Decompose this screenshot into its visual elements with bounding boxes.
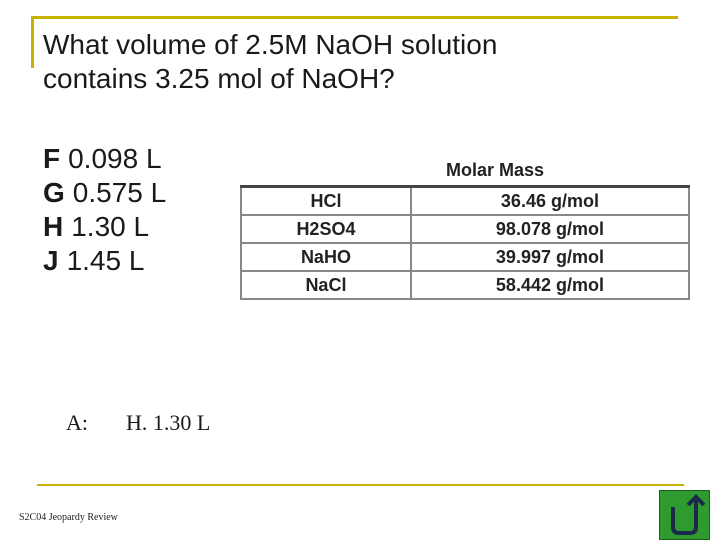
- molar-mass-table: [240, 185, 690, 300]
- molar-mass-title: Molar Mass: [445, 160, 545, 180]
- question-line-1: What volume of 2.5M NaOH solution: [43, 29, 498, 60]
- question-line-2: contains 3.25 mol of NaOH?: [43, 62, 395, 94]
- answer-line: [66, 410, 210, 436]
- option-letter: J: [43, 245, 59, 277]
- answer-text: H. 1.30 L: [126, 410, 211, 435]
- table-row: [241, 271, 689, 299]
- table-row: [241, 243, 689, 271]
- compound-cell: NaCl: [241, 271, 411, 299]
- return-button[interactable]: [659, 490, 710, 540]
- option-value: 0.575 L: [72, 177, 167, 209]
- option-letter: H: [43, 211, 64, 243]
- frame-top-line: [31, 16, 678, 19]
- answer-options: [43, 142, 166, 279]
- mass-cell: 36.46 g/mol: [411, 187, 689, 216]
- molar-mass-table-block: [240, 155, 690, 300]
- option-letter: G: [43, 177, 65, 209]
- mass-cell: 58.442 g/mol: [411, 271, 689, 299]
- option-value: 1.30 L: [71, 211, 150, 243]
- option-j: [43, 244, 166, 278]
- compound-cell: NaHO: [241, 243, 411, 271]
- footer-text: S2C04 Jeopardy Review: [19, 512, 118, 523]
- frame-left-line: [31, 16, 34, 68]
- return-arrow-icon: [660, 491, 709, 539]
- compound-cell: HCl: [241, 187, 411, 216]
- option-g: [43, 176, 166, 210]
- mass-cell: 98.078 g/mol: [411, 215, 689, 243]
- table-row: [241, 215, 689, 243]
- footer-divider: [37, 484, 684, 486]
- option-value: 0.098 L: [68, 143, 162, 174]
- option-f: [43, 142, 166, 176]
- option-value: 1.45 L: [66, 245, 145, 277]
- option-letter: F: [43, 143, 61, 174]
- mass-cell: 39.997 g/mol: [411, 243, 689, 271]
- answer-label: A:: [66, 410, 88, 435]
- question-text: [43, 28, 663, 95]
- table-row: [241, 187, 689, 216]
- option-h: [43, 210, 166, 244]
- compound-cell: H2SO4: [241, 215, 411, 243]
